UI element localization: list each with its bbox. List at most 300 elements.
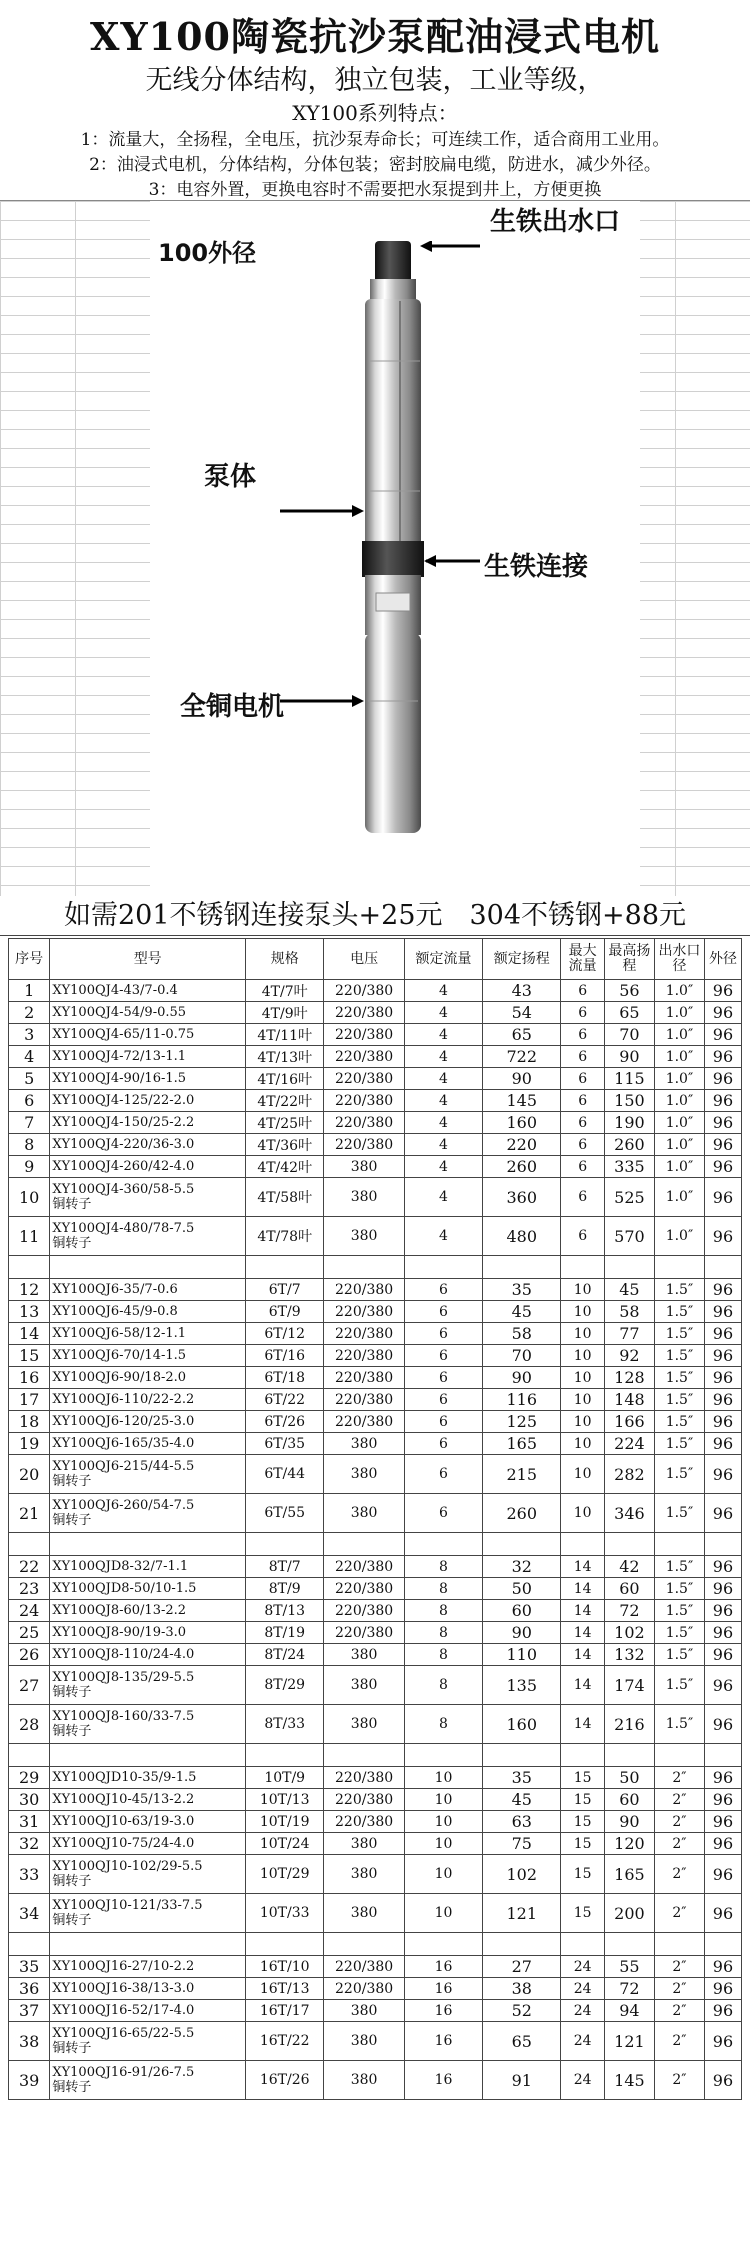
table-cell: 1.5″ — [654, 1323, 704, 1345]
table-cell: XY100QJ4-43/7-0.4 — [50, 980, 246, 1002]
table-cell: 10 — [561, 1494, 605, 1533]
table-cell: 6 — [404, 1433, 482, 1455]
table-row — [9, 1411, 742, 1433]
table-cell: 722 — [483, 1046, 561, 1068]
table-cell: 6 — [9, 1090, 50, 1112]
table-cell: XY100QJD10-35/9-1.5 — [50, 1767, 246, 1789]
table-cell: 6 — [561, 1112, 605, 1134]
table-row — [9, 1178, 742, 1217]
table-row — [9, 1705, 742, 1744]
table-cell: 10 — [561, 1389, 605, 1411]
table-cell: 1.5″ — [654, 1389, 704, 1411]
table-cell: 166 — [604, 1411, 654, 1433]
table-cell: 6T/9 — [246, 1301, 324, 1323]
col-header: 最大流量 — [561, 939, 605, 980]
table-cell: 380 — [324, 1178, 404, 1217]
table-cell: 4T/58叶 — [246, 1178, 324, 1217]
table-cell: 215 — [483, 1455, 561, 1494]
table-cell: 4 — [404, 1156, 482, 1178]
empty-cell — [604, 1744, 654, 1767]
table-cell: 96 — [704, 1217, 741, 1256]
table-cell: 6 — [404, 1389, 482, 1411]
feature-line: 1：流量大，全扬程，全电压，抗沙泵寿命长；可连续工作，适合商用工业用。 — [80, 130, 670, 150]
empty-cell — [246, 1744, 324, 1767]
table-cell: 96 — [704, 1600, 741, 1622]
table-cell: 14 — [561, 1666, 605, 1705]
empty-cell — [654, 1533, 704, 1556]
table-row — [9, 2061, 742, 2100]
table-cell: XY100QJ16-38/13-3.0 — [50, 1978, 246, 2000]
table-cell: 220/380 — [324, 1090, 404, 1112]
table-cell: 116 — [483, 1389, 561, 1411]
table-cell: 96 — [704, 1090, 741, 1112]
table-cell: XY100QJ4-150/25-2.2 — [50, 1112, 246, 1134]
table-cell: 380 — [324, 1705, 404, 1744]
table-cell: 10 — [404, 1855, 482, 1894]
table-cell: 58 — [483, 1323, 561, 1345]
col-header: 出水口径 — [654, 939, 704, 980]
table-cell: 52 — [483, 2000, 561, 2022]
table-cell: 220/380 — [324, 1978, 404, 2000]
table-cell: XY100QJ4-360/58-5.5 铜转子 — [50, 1178, 246, 1217]
table-cell: 1.5″ — [654, 1367, 704, 1389]
table-row — [9, 1622, 742, 1644]
table-cell: 96 — [704, 1666, 741, 1705]
col-header: 序号 — [9, 939, 50, 980]
table-cell: 25 — [9, 1622, 50, 1644]
table-cell: 10 — [9, 1178, 50, 1217]
table-cell: 220/380 — [324, 1024, 404, 1046]
table-cell: 4 — [404, 1090, 482, 1112]
table-cell: 8 — [404, 1600, 482, 1622]
table-cell: 10T/24 — [246, 1833, 324, 1855]
table-cell: 58 — [604, 1301, 654, 1323]
page-header — [0, 0, 750, 198]
table-cell: 63 — [483, 1811, 561, 1833]
table-cell: 8T/24 — [246, 1644, 324, 1666]
table-cell: 1.5″ — [654, 1301, 704, 1323]
empty-cell — [483, 1256, 561, 1279]
table-cell: XY100QJ6-215/44-5.5 铜转子 — [50, 1455, 246, 1494]
table-cell: 14 — [561, 1600, 605, 1622]
table-cell: XY100QJ10-121/33-7.5 铜转子 — [50, 1894, 246, 1933]
table-cell: 200 — [604, 1894, 654, 1933]
table-cell: 4 — [404, 1024, 482, 1046]
table-cell: 1.5″ — [654, 1279, 704, 1301]
table-cell: 96 — [704, 1411, 741, 1433]
empty-cell — [604, 1533, 654, 1556]
table-cell: 220/380 — [324, 1411, 404, 1433]
table-cell: 6 — [404, 1345, 482, 1367]
table-cell: 1.5″ — [654, 1578, 704, 1600]
table-cell: 135 — [483, 1666, 561, 1705]
table-cell: 4 — [404, 1002, 482, 1024]
table-cell: 38 — [483, 1978, 561, 2000]
table-cell: 15 — [561, 1894, 605, 1933]
table-cell: 96 — [704, 1833, 741, 1855]
table-cell: 39 — [9, 2061, 50, 2100]
table-cell: 220/380 — [324, 1789, 404, 1811]
table-cell: 16 — [404, 1978, 482, 2000]
table-row — [9, 1578, 742, 1600]
empty-cell — [50, 1744, 246, 1767]
table-cell: 5 — [9, 1068, 50, 1090]
table-cell: 28 — [9, 1705, 50, 1744]
table-cell: 96 — [704, 1301, 741, 1323]
empty-cell — [561, 1744, 605, 1767]
table-cell: 14 — [9, 1323, 50, 1345]
table-cell: 16 — [404, 2022, 482, 2061]
table-row — [9, 980, 742, 1002]
table-cell: 6T/26 — [246, 1411, 324, 1433]
table-cell: 16T/13 — [246, 1978, 324, 2000]
table-cell: XY100QJ4-54/9-0.55 — [50, 1002, 246, 1024]
table-cell: 220/380 — [324, 1301, 404, 1323]
table-cell: 94 — [604, 2000, 654, 2022]
callout-outlet: 生铁出水口 — [490, 207, 621, 237]
table-cell: 10 — [404, 1789, 482, 1811]
table-cell: 17 — [9, 1389, 50, 1411]
table-cell: 77 — [604, 1323, 654, 1345]
table-cell: 18 — [9, 1411, 50, 1433]
table-cell: XY100QJ8-110/24-4.0 — [50, 1644, 246, 1666]
table-cell: 6 — [404, 1279, 482, 1301]
table-cell: 220/380 — [324, 1811, 404, 1833]
table-cell: 96 — [704, 1855, 741, 1894]
table-cell: 1.0″ — [654, 1134, 704, 1156]
table-cell: 220/380 — [324, 1767, 404, 1789]
table-cell: 8 — [404, 1578, 482, 1600]
table-cell: 27 — [9, 1666, 50, 1705]
table-cell: 6 — [561, 1217, 605, 1256]
table-cell: 96 — [704, 1956, 741, 1978]
table-row — [9, 1789, 742, 1811]
table-cell: 2″ — [654, 1811, 704, 1833]
table-cell: 8T/7 — [246, 1556, 324, 1578]
table-cell: 96 — [704, 1367, 741, 1389]
table-cell: 6 — [561, 1046, 605, 1068]
table-cell: 6 — [561, 1024, 605, 1046]
table-cell: 220/380 — [324, 1323, 404, 1345]
table-row — [9, 1024, 742, 1046]
table-cell: 216 — [604, 1705, 654, 1744]
table-cell: 6 — [404, 1323, 482, 1345]
table-cell: 380 — [324, 1855, 404, 1894]
table-cell: 220/380 — [324, 1068, 404, 1090]
table-cell: XY100QJ4-480/78-7.5 铜转子 — [50, 1217, 246, 1256]
table-cell: 65 — [483, 1024, 561, 1046]
page-title: XY100陶瓷抗沙泵配油浸式电机 — [90, 14, 660, 59]
table-cell: 282 — [604, 1455, 654, 1494]
table-cell: XY100QJ6-70/14-1.5 — [50, 1345, 246, 1367]
table-cell: 380 — [324, 1433, 404, 1455]
table-cell: 525 — [604, 1178, 654, 1217]
table-cell: 34 — [9, 1894, 50, 1933]
table-cell: XY100QJ8-135/29-5.5 铜转子 — [50, 1666, 246, 1705]
table-cell: 2″ — [654, 1894, 704, 1933]
empty-cell — [9, 1256, 50, 1279]
table-cell: 1 — [9, 980, 50, 1002]
col-header: 规格 — [246, 939, 324, 980]
table-cell: 10T/13 — [246, 1789, 324, 1811]
table-cell: 96 — [704, 1622, 741, 1644]
empty-cell — [50, 1933, 246, 1956]
table-cell: 102 — [483, 1855, 561, 1894]
table-cell: 54 — [483, 1002, 561, 1024]
table-cell: 1.0″ — [654, 1090, 704, 1112]
table-cell: 1.5″ — [654, 1644, 704, 1666]
table-cell: 96 — [704, 1156, 741, 1178]
table-row — [9, 2022, 742, 2061]
table-cell: XY100QJ10-102/29-5.5 铜转子 — [50, 1855, 246, 1894]
table-row — [9, 1666, 742, 1705]
table-cell: 15 — [561, 1789, 605, 1811]
table-cell: 10 — [561, 1455, 605, 1494]
table-cell: 96 — [704, 1178, 741, 1217]
table-cell: 10 — [404, 1811, 482, 1833]
table-row — [9, 1068, 742, 1090]
table-cell: 4T/7叶 — [246, 980, 324, 1002]
table-cell: 65 — [483, 2022, 561, 2061]
table-cell: XY100QJ16-27/10-2.2 — [50, 1956, 246, 1978]
table-cell: 115 — [604, 1068, 654, 1090]
empty-cell — [50, 1256, 246, 1279]
table-cell: 96 — [704, 1894, 741, 1933]
group-separator — [9, 1256, 742, 1279]
table-row — [9, 1644, 742, 1666]
empty-cell — [654, 1744, 704, 1767]
table-cell: 35 — [483, 1279, 561, 1301]
table-cell: 160 — [483, 1112, 561, 1134]
table-cell: 10 — [561, 1367, 605, 1389]
table-cell: 29 — [9, 1767, 50, 1789]
table-cell: 2″ — [654, 2061, 704, 2100]
empty-cell — [483, 1533, 561, 1556]
table-cell: 45 — [604, 1279, 654, 1301]
table-cell: XY100QJ4-260/42-4.0 — [50, 1156, 246, 1178]
table-cell: 220/380 — [324, 1578, 404, 1600]
table-cell: 10 — [404, 1767, 482, 1789]
table-cell: 148 — [604, 1389, 654, 1411]
table-cell: 2″ — [654, 1767, 704, 1789]
table-cell: XY100QJ6-165/35-4.0 — [50, 1433, 246, 1455]
table-cell: 6 — [561, 1156, 605, 1178]
table-cell: 16 — [404, 2000, 482, 2022]
table-cell: 102 — [604, 1622, 654, 1644]
table-cell: 65 — [604, 1002, 654, 1024]
empty-cell — [604, 1256, 654, 1279]
table-cell: 121 — [483, 1894, 561, 1933]
table-row — [9, 2000, 742, 2022]
table-cell: 380 — [324, 1455, 404, 1494]
empty-cell — [654, 1933, 704, 1956]
table-cell: 6T/44 — [246, 1455, 324, 1494]
table-cell: 220/380 — [324, 980, 404, 1002]
empty-cell — [704, 1933, 741, 1956]
table-cell: 96 — [704, 2022, 741, 2061]
table-cell: 380 — [324, 1894, 404, 1933]
product-photo-area — [0, 200, 750, 896]
outer-diameter-label: 100外径 — [158, 239, 257, 267]
table-cell: 45 — [483, 1301, 561, 1323]
table-row — [9, 1345, 742, 1367]
table-cell: 380 — [324, 1644, 404, 1666]
table-row — [9, 1855, 742, 1894]
empty-cell — [246, 1533, 324, 1556]
table-cell: 2″ — [654, 1956, 704, 1978]
table-cell: 96 — [704, 1644, 741, 1666]
table-cell: 2″ — [654, 2022, 704, 2061]
table-row — [9, 1002, 742, 1024]
table-cell: 1.0″ — [654, 1112, 704, 1134]
table-cell: 8T/13 — [246, 1600, 324, 1622]
table-cell: XY100QJD8-50/10-1.5 — [50, 1578, 246, 1600]
table-cell: 1.5″ — [654, 1494, 704, 1533]
table-cell: 7 — [9, 1112, 50, 1134]
table-cell: 90 — [604, 1046, 654, 1068]
table-cell: 220/380 — [324, 1345, 404, 1367]
empty-cell — [483, 1744, 561, 1767]
table-row — [9, 1767, 742, 1789]
table-cell: 1.0″ — [654, 1002, 704, 1024]
table-cell: 4T/9叶 — [246, 1002, 324, 1024]
table-cell: 346 — [604, 1494, 654, 1533]
table-cell: 1.0″ — [654, 1217, 704, 1256]
table-cell: 96 — [704, 1279, 741, 1301]
table-cell: 1.0″ — [654, 1178, 704, 1217]
table-cell: 22 — [9, 1556, 50, 1578]
table-cell: 10 — [561, 1345, 605, 1367]
table-cell: 570 — [604, 1217, 654, 1256]
table-cell: XY100QJ4-72/13-1.1 — [50, 1046, 246, 1068]
empty-cell — [9, 1744, 50, 1767]
group-separator — [9, 1744, 742, 1767]
table-cell: XY100QJ8-60/13-2.2 — [50, 1600, 246, 1622]
table-cell: 96 — [704, 1002, 741, 1024]
table-cell: 4 — [404, 1178, 482, 1217]
table-cell: 2″ — [654, 2000, 704, 2022]
table-cell: 380 — [324, 2022, 404, 2061]
table-cell: 132 — [604, 1644, 654, 1666]
empty-cell — [561, 1533, 605, 1556]
callout-pump-body: 泵体 — [204, 462, 257, 492]
col-header: 最高扬程 — [604, 939, 654, 980]
empty-cell — [704, 1256, 741, 1279]
table-cell: 174 — [604, 1666, 654, 1705]
table-cell: 9 — [9, 1156, 50, 1178]
table-row — [9, 1494, 742, 1533]
price-banner: 如需201不锈钢连接泵头+25元 304不锈钢+88元 — [0, 897, 750, 936]
table-cell: XY100QJ10-75/24-4.0 — [50, 1833, 246, 1855]
table-cell: 10 — [561, 1323, 605, 1345]
table-cell: 60 — [604, 1578, 654, 1600]
table-cell: 8 — [404, 1644, 482, 1666]
table-cell: 1.0″ — [654, 1024, 704, 1046]
table-row — [9, 1279, 742, 1301]
table-cell: 165 — [483, 1433, 561, 1455]
table-cell: 220/380 — [324, 1389, 404, 1411]
table-cell: 24 — [561, 2022, 605, 2061]
table-cell: 16T/26 — [246, 2061, 324, 2100]
table-cell: 2 — [9, 1002, 50, 1024]
table-cell: 380 — [324, 2000, 404, 2022]
empty-cell — [9, 1933, 50, 1956]
table-cell: 1.5″ — [654, 1600, 704, 1622]
table-cell: 6T/35 — [246, 1433, 324, 1455]
table-cell: 10T/29 — [246, 1855, 324, 1894]
table-cell: 16T/17 — [246, 2000, 324, 2022]
table-cell: XY100QJ6-90/18-2.0 — [50, 1367, 246, 1389]
table-cell: 96 — [704, 1767, 741, 1789]
table-row — [9, 1367, 742, 1389]
table-cell: 10T/9 — [246, 1767, 324, 1789]
empty-cell — [404, 1933, 482, 1956]
table-cell: XY100QJ4-90/16-1.5 — [50, 1068, 246, 1090]
table-cell: 2″ — [654, 1833, 704, 1855]
table-cell: 10 — [561, 1301, 605, 1323]
table-cell: 96 — [704, 1112, 741, 1134]
table-cell: 55 — [604, 1956, 654, 1978]
col-header: 额定扬程 — [483, 939, 561, 980]
table-cell: 1.5″ — [654, 1411, 704, 1433]
table-row — [9, 1090, 742, 1112]
table-cell: 96 — [704, 1494, 741, 1533]
table-cell: 75 — [483, 1833, 561, 1855]
table-cell: 90 — [483, 1068, 561, 1090]
table-cell: 4 — [404, 1217, 482, 1256]
table-cell: 220/380 — [324, 1046, 404, 1068]
table-cell: 6 — [404, 1494, 482, 1533]
table-cell: 45 — [483, 1789, 561, 1811]
table-cell: 96 — [704, 2000, 741, 2022]
table-cell: 360 — [483, 1178, 561, 1217]
table-cell: 10T/19 — [246, 1811, 324, 1833]
table-cell: 96 — [704, 1789, 741, 1811]
table-cell: 24 — [9, 1600, 50, 1622]
table-cell: 70 — [483, 1345, 561, 1367]
table-cell: 160 — [483, 1705, 561, 1744]
table-cell: 8 — [404, 1622, 482, 1644]
table-cell: 121 — [604, 2022, 654, 2061]
table-cell: 96 — [704, 1046, 741, 1068]
table-cell: 8 — [404, 1556, 482, 1578]
table-cell: 26 — [9, 1644, 50, 1666]
table-cell: 220/380 — [324, 1112, 404, 1134]
features-title: XY100系列特点： — [292, 101, 458, 125]
table-cell: 90 — [483, 1622, 561, 1644]
table-cell: XY100QJ16-65/22-5.5 铜转子 — [50, 2022, 246, 2061]
table-cell: 70 — [604, 1024, 654, 1046]
table-cell: 31 — [9, 1811, 50, 1833]
table-cell: 27 — [483, 1956, 561, 1978]
table-cell: 72 — [604, 1978, 654, 2000]
table-cell: 15 — [561, 1767, 605, 1789]
table-cell: 96 — [704, 980, 741, 1002]
table-cell: XY100QJ8-90/19-3.0 — [50, 1622, 246, 1644]
table-cell: 220/380 — [324, 1600, 404, 1622]
empty-cell — [324, 1744, 404, 1767]
table-cell: 4 — [404, 1134, 482, 1156]
table-row — [9, 1978, 742, 2000]
table-cell: 1.5″ — [654, 1666, 704, 1705]
table-cell: 35 — [483, 1767, 561, 1789]
table-cell: 90 — [483, 1367, 561, 1389]
table-row — [9, 1217, 742, 1256]
feature-line: 3：电容外置，更换电容时不需要把水泵提到井上，方便更换 — [148, 180, 602, 200]
table-cell: 24 — [561, 2000, 605, 2022]
empty-cell — [246, 1933, 324, 1956]
table-cell: 8 — [404, 1666, 482, 1705]
